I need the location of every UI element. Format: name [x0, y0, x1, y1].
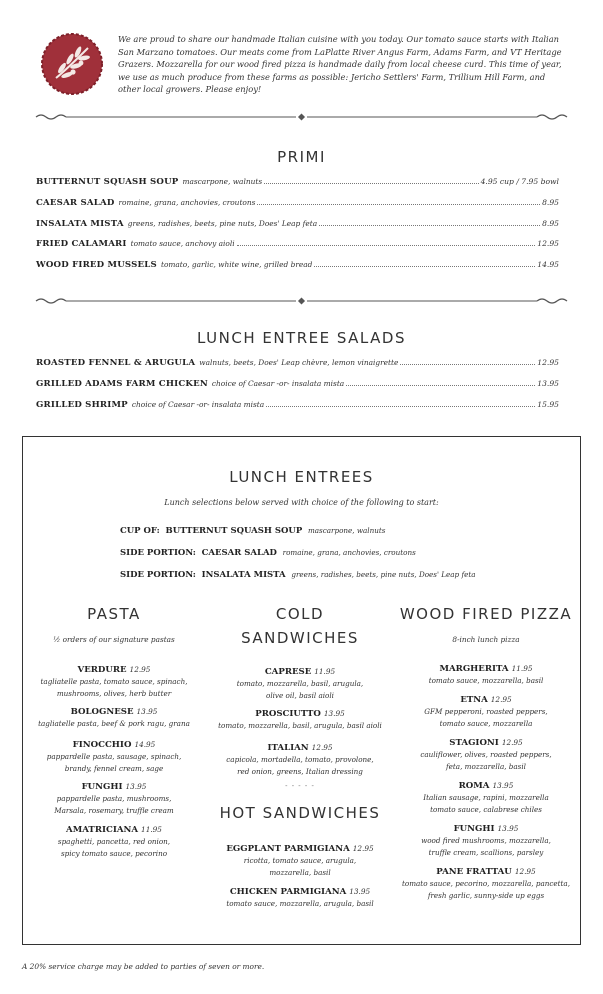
item-name: VERDURE: [77, 665, 127, 675]
starter-desc: mascarpone, walnuts: [307, 526, 386, 535]
item-desc: brandy, fennel cream, sage: [64, 763, 164, 773]
cold-sandwich-item: [210, 701, 390, 732]
starter-option: [120, 526, 385, 536]
item-price: 11.95: [141, 825, 162, 834]
leader-dots: [266, 406, 535, 407]
item-name: FRIED CALAMARI: [36, 239, 127, 249]
leader-dots: [400, 364, 535, 365]
item-desc: Marsala, rosemary, truffle cream: [54, 805, 174, 815]
menu-item: [36, 219, 559, 229]
item-desc: tomato, garlic, white wine, grilled bread: [160, 260, 313, 269]
item-name: ROASTED FENNEL & ARUGULA: [36, 358, 196, 368]
item-name: GRILLED ADAMS FARM CHICKEN: [36, 379, 208, 389]
pizza-item: [396, 773, 576, 815]
entrees-heading: LUNCH ENTREES: [229, 468, 374, 486]
pasta-item: [30, 732, 198, 774]
item-price: 12.95: [514, 867, 536, 876]
item-desc: choice of Caesar -or- insalata mista: [211, 379, 345, 388]
entrees-subtitle: Lunch selections below served with choice of the following to start:: [164, 498, 439, 507]
item-desc: Italian sausage, rapini, mozzarella: [423, 793, 549, 802]
pasta-column: [30, 602, 198, 882]
item-price: 8.95: [542, 198, 559, 207]
item-desc: tagliatelle pasta, tomato sauce, spinach,: [40, 677, 188, 686]
item-name: STAGIONI: [449, 738, 499, 748]
item-desc: spicy tomato sauce, pecorino: [60, 848, 168, 858]
leader-dots: [264, 183, 478, 184]
menu-item: [36, 400, 559, 410]
cold-sandwiches-heading-line2: SANDWICHES: [241, 629, 359, 647]
pizza-column: [396, 602, 576, 902]
item-price: 13.95: [497, 824, 519, 833]
cold-sandwiches-heading-line1: COLD: [275, 605, 325, 623]
hot-sandwich-item: [210, 879, 390, 910]
hot-sandwich-item: [210, 836, 390, 878]
service-charge-note: A 20% service charge may be added to parties of seven or more.: [22, 962, 265, 971]
item-desc: wood fired mushrooms, mozzarella,: [421, 836, 551, 845]
pasta-item: [30, 817, 198, 859]
item-desc: tomato sauce, anchovy aioli: [130, 239, 235, 248]
pizza-heading: WOOD FIRED PIZZA: [399, 605, 573, 623]
pizza-item: [396, 687, 576, 729]
menu-item: [36, 239, 559, 249]
item-desc: mascarpone, walnuts: [182, 177, 263, 186]
item-desc: tomato sauce, mozzarella: [439, 718, 533, 728]
item-name: ROMA: [458, 781, 490, 791]
item-desc: red onion, greens, Italian dressing: [237, 766, 363, 776]
item-price: 11.95: [314, 667, 336, 676]
intro-paragraph: We are proud to share our handmade Italian cuisine with you today. Our tomato sauce starts with Italian San Marzano tomatoes. Our meats come from LaPlatte River Angus Farm, Adams Farm, and VT Heritage Grazers. Mozzarella for our wood fired pizza is handmade daily from local cheese curd. This time of year, we use as much produce from these farms as possible: Jericho Settlers' Farm, Trillium Hill Farm, and other local growers. Please enjoy!: [118, 34, 562, 94]
item-name: WOOD FIRED MUSSELS: [36, 260, 157, 270]
item-price: 14.95: [134, 740, 156, 749]
item-price: 12.95: [129, 665, 151, 674]
item-desc: mozzarella, basil: [269, 867, 331, 877]
leader-dots: [237, 245, 536, 246]
sandwiches-column: [210, 602, 390, 908]
item-price: 11.95: [511, 664, 533, 673]
hot-sandwiches-heading: HOT SANDWICHES: [219, 804, 381, 822]
item-name: PANE FRATTAU: [436, 867, 512, 877]
item-desc: romaine, grana, anchovies, croutons: [118, 198, 256, 207]
starter-name: INSALATA MISTA: [201, 570, 286, 580]
item-desc: greens, radishes, beets, pine nuts, Does' Leap feta: [127, 219, 318, 228]
item-name: PROSCIUTTO: [255, 709, 321, 719]
starter-desc: romaine, grana, anchovies, croutons: [282, 548, 416, 557]
item-name: AMATRICIANA: [66, 825, 139, 835]
item-desc: tomato, mozzarella, basil, arugula,: [236, 679, 364, 688]
item-price: 12.95: [490, 695, 512, 704]
ornamental-divider: [34, 297, 569, 305]
pizza-item: [396, 859, 576, 901]
cold-sandwich-item: [210, 735, 390, 777]
starter-option: [120, 548, 416, 558]
item-name: CAESAR SALAD: [36, 198, 115, 208]
item-name: EGGPLANT PARMIGIANA: [226, 844, 350, 854]
item-name: BOLOGNESE: [70, 707, 134, 717]
item-price: 12.95: [537, 239, 559, 248]
primi-heading: PRIMI: [277, 148, 326, 166]
ornamental-divider: [34, 113, 569, 121]
item-price: 15.95: [537, 400, 559, 409]
item-price: 14.95: [537, 260, 559, 269]
item-desc: feta, mozzarella, basil: [446, 761, 526, 771]
restaurant-logo: [40, 32, 104, 96]
starter-label: SIDE PORTION:: [120, 548, 196, 558]
menu-item: [36, 260, 559, 270]
item-price: 13.95: [349, 887, 371, 896]
item-desc: olive oil, basil aioli: [266, 690, 334, 700]
item-desc: walnuts, beets, Does' Leap chèvre, lemon vinaigrette: [199, 358, 399, 367]
item-name: MARGHERITA: [439, 664, 509, 674]
item-price: 13.95: [136, 707, 158, 716]
starter-option: [120, 570, 476, 580]
item-price: 12.95: [352, 844, 374, 853]
item-name: FUNGHI: [453, 824, 495, 834]
item-price: 13.95: [492, 781, 514, 790]
item-desc: fresh garlic, sunny-side up eggs: [427, 890, 545, 900]
leader-dots: [346, 385, 535, 386]
starter-label: CUP OF:: [120, 526, 160, 536]
starter-name: CAESAR SALAD: [201, 548, 277, 558]
item-price: 8.95: [542, 219, 559, 228]
item-name: CAPRESE: [264, 667, 312, 677]
item-desc: pappardelle pasta, sausage, spinach,: [46, 752, 182, 761]
cold-sandwich-item: [210, 659, 390, 701]
menu-item: [36, 379, 559, 389]
item-desc: tagliatelle pasta, beef & pork ragu, grana: [38, 719, 190, 728]
item-desc: cauliflower, olives, roasted peppers,: [420, 750, 552, 759]
item-desc: tomato sauce, pecorino, mozzarella, pancetta,: [401, 879, 571, 888]
item-desc: choice of Caesar -or- insalata mista: [131, 400, 265, 409]
pasta-subtitle: ½ orders of our signature pastas: [53, 635, 175, 644]
item-desc: pappardelle pasta, mushrooms,: [56, 794, 172, 803]
item-desc: spaghetti, pancetta, red onion,: [57, 837, 171, 846]
item-price: 12.95: [501, 738, 523, 747]
pizza-item: [396, 656, 576, 687]
leader-dots: [314, 266, 535, 267]
item-desc: mushrooms, olives, herb butter: [56, 688, 172, 698]
salads-heading: LUNCH ENTREE SALADS: [197, 329, 406, 347]
item-price: 13.95: [537, 379, 559, 388]
item-name: BUTTERNUT SQUASH SOUP: [36, 177, 179, 187]
item-name: CHICKEN PARMIGIANA: [229, 887, 347, 897]
item-price: 12.95: [537, 358, 559, 367]
item-name: FUNGHI: [81, 782, 123, 792]
leader-dots: [319, 225, 540, 226]
item-desc: tomato sauce, calabrese chiles: [430, 804, 542, 814]
section-separator: - - - - -: [285, 782, 315, 790]
pizza-item: [396, 730, 576, 772]
starter-name: BUTTERNUT SQUASH SOUP: [165, 526, 303, 536]
item-name: ETNA: [460, 695, 488, 705]
pasta-item: [30, 657, 198, 699]
item-desc: truffle cream, scallions, parsley: [428, 847, 544, 857]
item-name: GRILLED SHRIMP: [36, 400, 128, 410]
item-price: 13.95: [125, 782, 147, 791]
item-price: 4.95 cup / 7.95 bowl: [480, 177, 559, 186]
item-price: 13.95: [323, 709, 345, 718]
item-desc: tomato sauce, mozzarella, arugula, basil: [226, 899, 374, 908]
pizza-item: [396, 816, 576, 858]
leader-dots: [257, 204, 540, 205]
item-name: INSALATA MISTA: [36, 219, 124, 229]
item-name: ITALIAN: [267, 743, 309, 753]
item-desc: ricotta, tomato sauce, arugula,: [243, 856, 357, 865]
item-name: FINOCCHIO: [72, 740, 132, 750]
item-desc: GFM pepperoni, roasted peppers,: [424, 707, 548, 716]
item-desc: tomato sauce, mozzarella, basil: [428, 676, 544, 685]
pasta-heading: PASTA: [87, 605, 141, 623]
menu-item: [36, 358, 559, 368]
olive-branch-icon: [40, 32, 104, 96]
item-desc: tomato, mozzarella, basil, arugula, basil aioli: [218, 721, 382, 730]
pasta-item: [30, 774, 198, 816]
pasta-item: [30, 699, 198, 730]
item-price: 12.95: [311, 743, 333, 752]
menu-item: [36, 177, 559, 187]
pizza-subtitle: 8-inch lunch pizza: [452, 635, 520, 644]
starter-label: SIDE PORTION:: [120, 570, 196, 580]
menu-item: [36, 198, 559, 208]
starter-desc: greens, radishes, beets, pine nuts, Does' Leap feta: [291, 570, 476, 579]
item-desc: capicola, mortadella, tomato, provolone,: [226, 755, 374, 764]
